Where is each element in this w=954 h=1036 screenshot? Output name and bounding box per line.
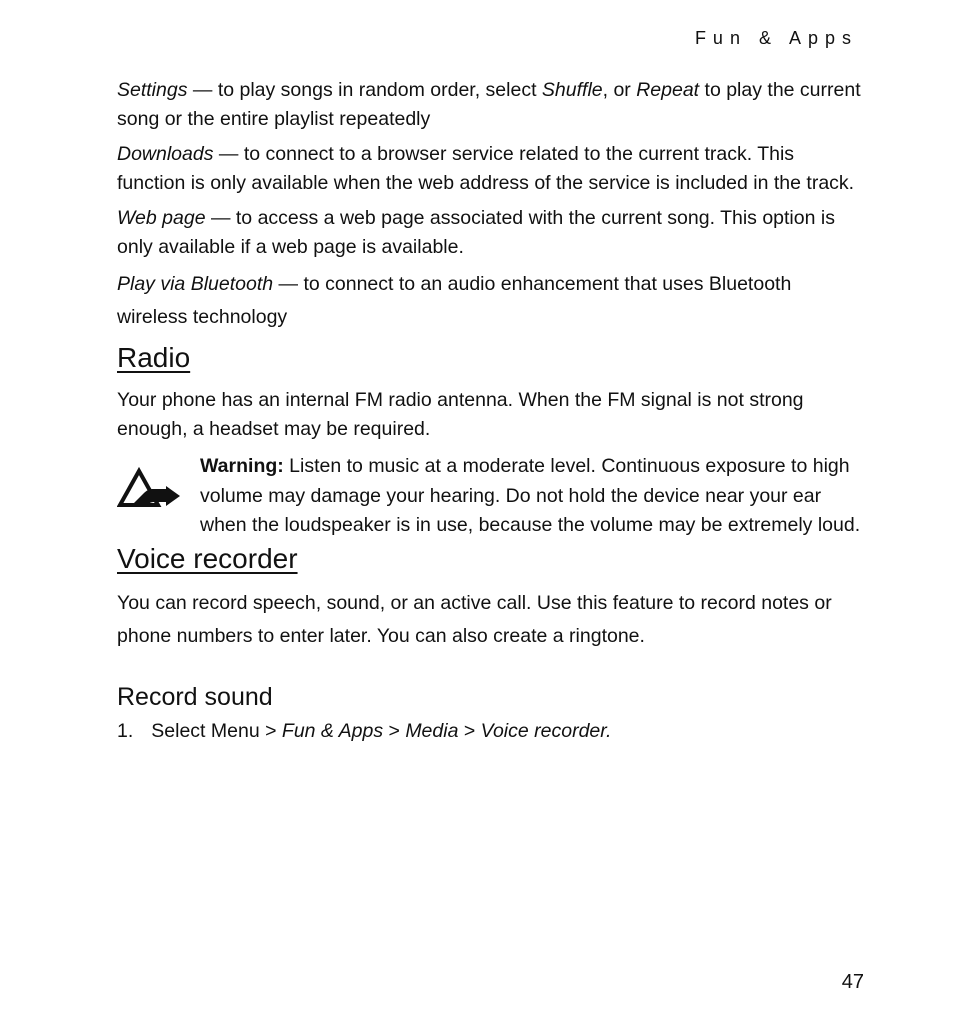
- step-number: 1.: [117, 719, 134, 742]
- option-separator: —: [205, 207, 236, 229]
- path-media: Media: [405, 719, 459, 742]
- warning-label: Warning:: [200, 455, 284, 477]
- warning-text: [200, 452, 862, 541]
- radio-intro: Your phone has an internal FM radio antenna. When the FM signal is not strong enough, a headset may be required.: [117, 389, 804, 440]
- option-term: Settings: [117, 79, 188, 101]
- option-description: to connect to a browser service related to the current track. This function is only available when the web address of the service is included in the track.: [117, 143, 855, 194]
- shuffle-term: Shuffle: [541, 79, 603, 101]
- option-web-page: [117, 204, 862, 262]
- page-number: 47: [841, 971, 864, 993]
- option-separator: —: [187, 79, 218, 101]
- repeat-term: Repeat: [636, 79, 700, 101]
- page-content: [117, 76, 862, 746]
- option-separator: —: [213, 143, 244, 165]
- running-head: Fun & Apps: [694, 28, 858, 48]
- option-description: to connect to an audio enhancement that uses Bluetooth wireless technology: [117, 273, 792, 328]
- record-sound-heading: Record sound: [117, 682, 273, 711]
- radio-heading: Radio: [117, 342, 191, 373]
- voice-recorder-intro: You can record speech, sound, or an active call. Use this feature to record notes or phone numbers to enter later. You can also create a ringtone.: [117, 591, 832, 647]
- option-term: Downloads: [117, 143, 214, 165]
- warning-note: [117, 452, 862, 541]
- path-fun-apps: Fun & Apps: [281, 719, 384, 742]
- option-description: to access a web page associated with the current song. This option is only available if a web page is available.: [117, 207, 835, 258]
- menu-label: Menu: [210, 719, 260, 742]
- warning-hand-triangle-icon: [117, 466, 183, 510]
- option-term: Play via Bluetooth: [117, 273, 274, 295]
- voice-recorder-heading: Voice recorder: [117, 542, 298, 574]
- warning-body: Listen to music at a moderate level. Continuous exposure to high volume may damage your hearing. Do not hold the device near your ear when the loudspeaker is in use, because the volume may be extremely loud.: [200, 455, 861, 536]
- path-voice-recorder: Voice recorder.: [480, 719, 612, 742]
- option-separator: —: [273, 273, 304, 295]
- step-1: 1. Select Menu > Fun & Apps > Media > Voice recorder.: [117, 719, 612, 742]
- option-downloads: [117, 140, 862, 198]
- option-term: Web page: [117, 207, 206, 229]
- option-settings: Settings — to play songs in random order, select Shuffle, or Repeat to play the current song or the entire playlist repeatedly: [117, 79, 861, 130]
- option-play-via-bluetooth: [117, 268, 862, 334]
